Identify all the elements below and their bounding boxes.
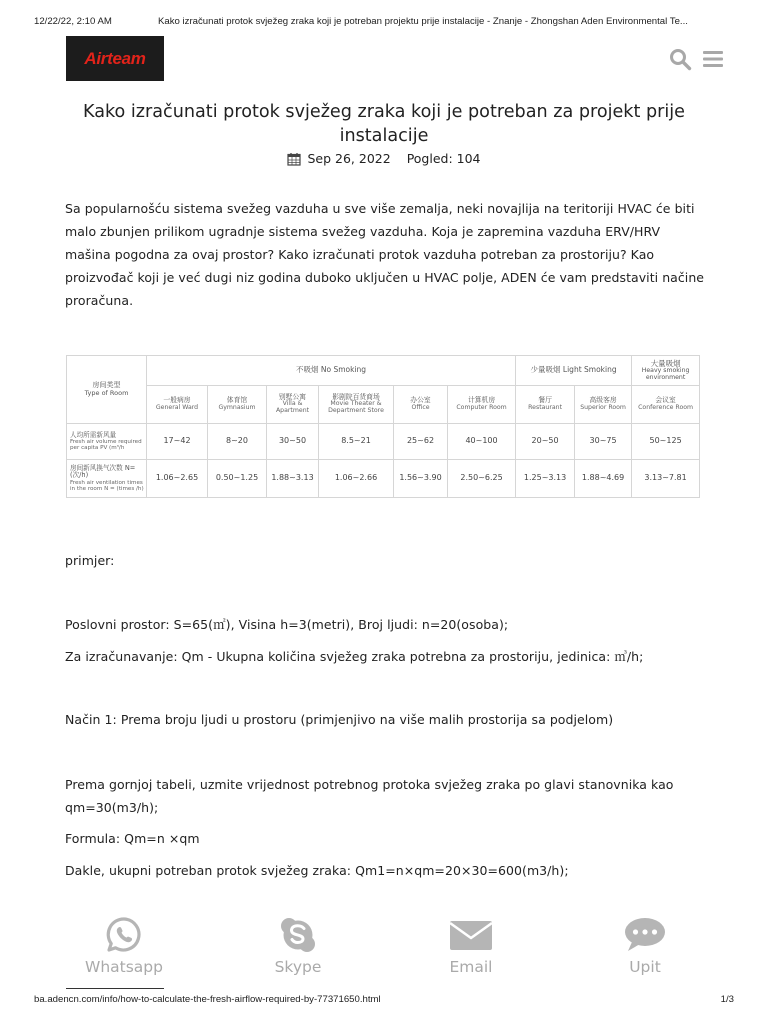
table-cell: 30~75 — [575, 424, 632, 460]
print-url: ba.adencn.com/info/how-to-calculate-the-fresh-airflow-required-by-77371650.html — [34, 994, 381, 1005]
table-cell: 17~42 — [147, 424, 208, 460]
print-header — [34, 16, 734, 30]
room-type-cell: 别墅公寓 Villa & Apartment — [267, 386, 319, 424]
office-parameters: Poslovni prostor: S=65(㎡), Visina h=3(metri), Broj ljudi: n=20(osoba); — [65, 617, 509, 632]
method-1-heading: Način 1: Prema broju ljudi u prostoru (primjenjivo na više malih prostorija sa podjelom) — [65, 712, 614, 727]
site-logo[interactable] — [66, 36, 164, 81]
table-cell: 8~20 — [208, 424, 267, 460]
room-type-cell: 一般病房 General Ward — [147, 386, 208, 424]
room-type-cell: 影剧院百货商场 Movie Theater & Department Store — [319, 386, 394, 424]
table-cell: 1.88~3.13 — [267, 460, 319, 498]
share-divider — [66, 988, 164, 989]
room-type-cell: 高级客房 Superior Room — [575, 386, 632, 424]
whatsapp-icon — [69, 916, 179, 954]
logo-text: Airteam — [84, 48, 146, 68]
inquiry-label: Upit — [629, 958, 661, 976]
article-title: Kako izračunati protok svježeg zraka koji je potreban za projekt prije instalacije — [82, 102, 685, 146]
row-header-air-changes: 房间新风换气次数 N= (次/h) Fresh air ventilation times in the room N = (times /h) — [67, 460, 147, 498]
calendar-icon — [287, 152, 301, 166]
table-cell: 1.06~2.65 — [147, 460, 208, 498]
article-date: Sep 26, 2022 — [307, 151, 391, 166]
table-cell: 8.5~21 — [319, 424, 394, 460]
article-views: Pogled: 104 — [406, 151, 481, 166]
table-cell: 3.13~7.81 — [632, 460, 700, 498]
table-cell: 20~50 — [516, 424, 575, 460]
table-row — [67, 460, 700, 498]
table-cell: 25~62 — [394, 424, 448, 460]
email-label: Email — [449, 958, 493, 976]
print-footer — [34, 994, 734, 1008]
skype-icon — [243, 916, 353, 954]
print-page-number: 1/3 — [720, 994, 734, 1005]
calculation-definition: Za izračunavanje: Qm - Ukupna količina svježeg zraka potrebna za prostoriju, jedinica: ㎥/h; — [65, 649, 644, 664]
email-share-button[interactable] — [416, 916, 526, 976]
skype-share-button[interactable] — [243, 916, 353, 976]
inquiry-button[interactable] — [590, 916, 700, 976]
table-corner-cell: 房间类型 Type of Room — [67, 356, 147, 424]
table-cell: 30~50 — [267, 424, 319, 460]
print-page-title: Kako izračunati protok svježeg zraka koji je potreban projektu prije instalacije - Znanje - Zhongshan Aden Environmental Te... — [158, 16, 688, 27]
room-type-cell: 体育馆 Gymnasium — [208, 386, 267, 424]
table-row — [67, 424, 700, 460]
room-type-cell: 办公室 Office — [394, 386, 448, 424]
room-type-cell: 计算机房 Computer Room — [448, 386, 516, 424]
chat-icon — [590, 916, 700, 954]
whatsapp-label: Whatsapp — [85, 958, 163, 976]
total-airflow-line: Dakle, ukupni potreban protok svježeg zraka: Qm1=n×qm=20×30=600(m3/h); — [65, 863, 569, 878]
group-no-smoking: 不吸烟 No Smoking — [147, 356, 516, 386]
intro-paragraph: Sa popularnošću sistema svežeg vazduha u sve više zemalja, neki novajlija na teritoriji HVAC će biti malo zbunjen prilikom ugradnje sistema svežeg vazduha. Koja je zapremina vazduha ERV/HRV mašina pogodna za ovaj prostor? Kako izračunati protok vazduha potreban za prostoriju? Kao proizvođač koji je već dugi niz godina duboko uključen u HVAC polje, ADEN će vam predstaviti načine proračuna. — [65, 201, 705, 308]
example-label: primjer: — [65, 553, 115, 568]
group-light-smoking: 少量吸烟 Light Smoking — [516, 356, 632, 386]
room-type-cell: 餐厅 Restaurant — [516, 386, 575, 424]
table-cell: 0.50~1.25 — [208, 460, 267, 498]
table-cell: 1.06~2.66 — [319, 460, 394, 498]
group-heavy-smoking: 大量吸烟 Heavy smoking environment — [632, 356, 700, 386]
fresh-air-table — [66, 355, 699, 497]
share-bar — [0, 916, 768, 980]
formula-line: Formula: Qm=n ×qm — [65, 831, 200, 846]
table-cell: 1.25~3.13 — [516, 460, 575, 498]
print-timestamp: 12/22/22, 2:10 AM — [34, 16, 112, 27]
whatsapp-share-button[interactable] — [69, 916, 179, 976]
room-type-cell: 会议室 Conference Room — [632, 386, 700, 424]
header-icons — [668, 46, 724, 72]
per-capita-paragraph: Prema gornjoj tabeli, uzmite vrijednost potrebnog protoka svježeg zraka po glavi stanovnika kao qm=30(m3/h); — [65, 777, 674, 815]
table-cell: 50~125 — [632, 424, 700, 460]
row-header-per-capita: 人均所需新风量 Fresh air volume required per capita PV (m³/h — [67, 424, 147, 460]
table-cell: 1.88~4.69 — [575, 460, 632, 498]
table-cell: 2.50~6.25 — [448, 460, 516, 498]
menu-icon[interactable] — [702, 48, 724, 70]
search-icon[interactable] — [668, 47, 692, 71]
article-meta — [0, 151, 768, 166]
email-icon — [416, 916, 526, 954]
table-cell: 40~100 — [448, 424, 516, 460]
skype-label: Skype — [274, 958, 322, 976]
table-cell: 1.56~3.90 — [394, 460, 448, 498]
